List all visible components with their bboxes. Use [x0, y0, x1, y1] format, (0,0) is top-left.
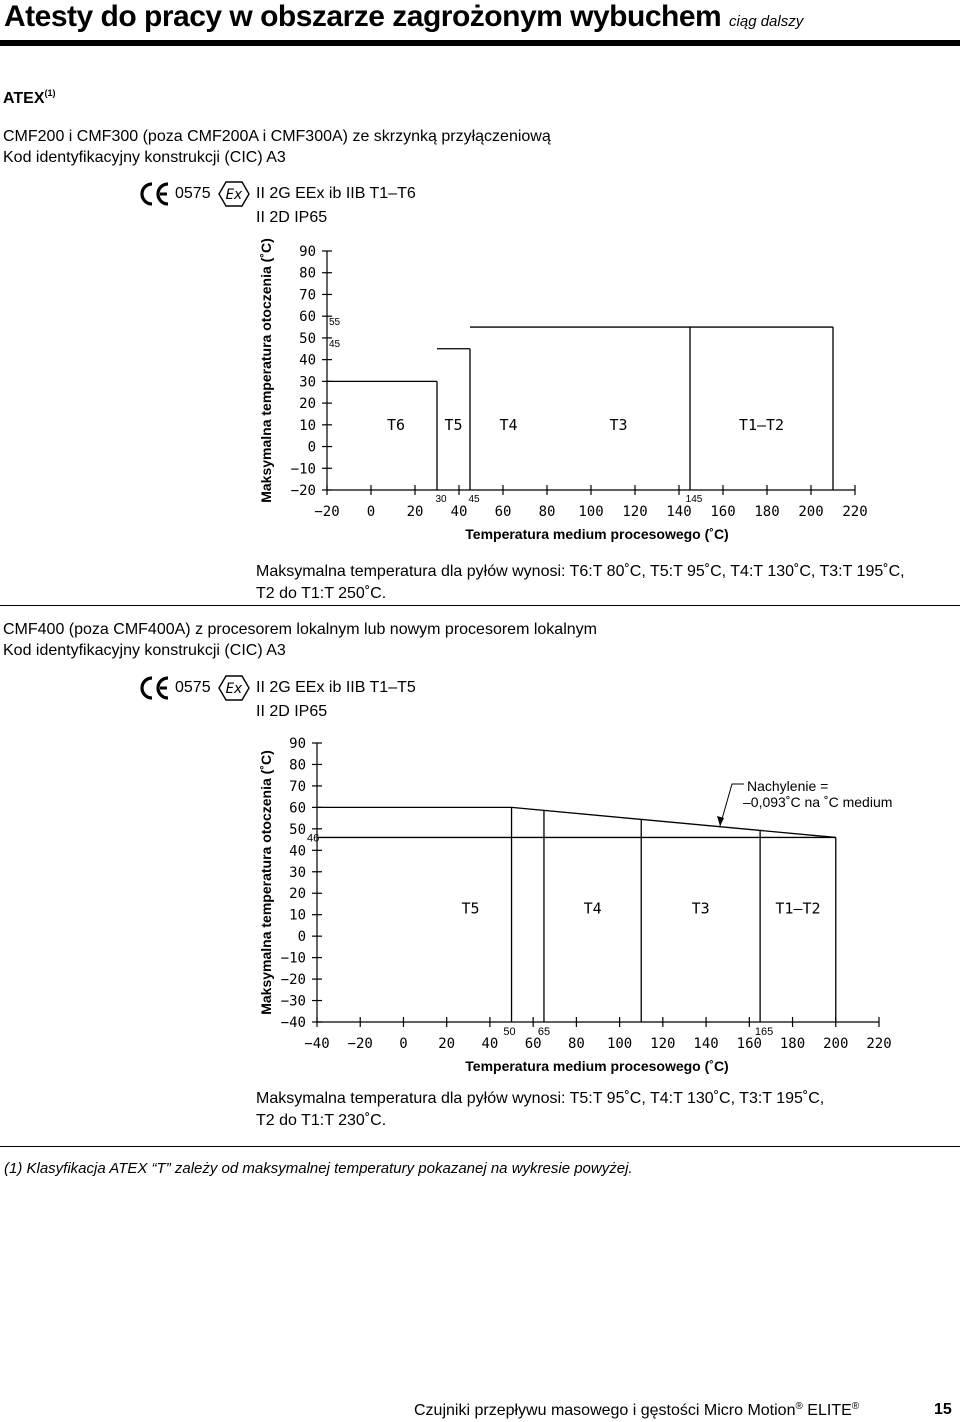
y-tick-label: 70 [299, 287, 316, 304]
section2-marking-gas: II 2G EEx ib IIB T1–T5 [256, 679, 416, 696]
temperature-class-label: T5 [461, 899, 480, 918]
limit-line-segment [512, 807, 836, 837]
x-tick-label: −20 [347, 1036, 373, 1052]
x-axis-title: Temperatura medium procesowego (˚C) [465, 526, 729, 542]
ex-hexagon-icon [217, 180, 251, 208]
x-tick-label: 0 [366, 504, 376, 520]
title-rule [0, 40, 960, 46]
ex-hexagon-label: Ex [225, 681, 243, 697]
footer-brand: ELITE [802, 1402, 852, 1419]
ex-hexagon-icon [217, 674, 251, 702]
boundary-x-label: 145 [685, 494, 703, 505]
x-tick-label: −40 [304, 1036, 330, 1052]
y-tick-label: 80 [299, 265, 316, 282]
chart-2 [250, 728, 930, 1080]
temperature-class-label: T3 [609, 415, 628, 434]
atex-label: ATEX [3, 90, 45, 107]
y-tick-label: 60 [289, 800, 306, 817]
annotation-leader [720, 784, 744, 826]
boundary-x-label: 165 [754, 1026, 774, 1038]
x-tick-label: 180 [754, 504, 780, 520]
x-tick-label: 160 [710, 504, 736, 520]
x-tick-label: 40 [450, 504, 468, 520]
chart-1 [250, 235, 890, 555]
x-tick-label: 180 [779, 1036, 806, 1052]
section1-line2: Kod identyfikacyjny konstrukcji (CIC) A3 [3, 149, 286, 166]
y-tick-label: 0 [297, 929, 306, 946]
y-tick-label: 0 [307, 439, 316, 456]
boundary-x-label: 30 [435, 494, 447, 505]
y-tick-label: −30 [280, 993, 306, 1010]
notified-body-number: 0575 [175, 679, 211, 696]
y-tick-label: −20 [290, 483, 316, 499]
x-tick-label: 220 [866, 1036, 892, 1052]
boundary-y-label: 55 [329, 317, 341, 329]
y-tick-label: 10 [289, 907, 306, 924]
y-tick-label: 10 [299, 417, 316, 434]
x-tick-label: 80 [567, 1036, 585, 1052]
y-tick-label: 20 [289, 886, 306, 903]
y-tick-label: 90 [299, 244, 316, 260]
x-tick-label: 140 [666, 504, 692, 520]
temperature-class-label: T4 [499, 415, 518, 434]
y-tick-label: 80 [289, 757, 306, 774]
x-tick-label: 200 [798, 504, 824, 520]
section2-line2: Kod identyfikacyjny konstrukcji (CIC) A3 [3, 642, 286, 659]
temperature-class-label: T1–T2 [775, 899, 821, 918]
notified-body-number: 0575 [175, 185, 211, 202]
y-axis-title: Maksymalna temperatura otoczenia (˚C) [258, 238, 274, 503]
y-axis-title: Maksymalna temperatura otoczenia (˚C) [258, 750, 274, 1015]
x-tick-label: 120 [622, 504, 648, 520]
temperature-class-label: T1–T2 [738, 415, 785, 434]
slope-annotation-line1: Nachylenie = [747, 778, 829, 794]
y-tick-label: 30 [289, 864, 306, 881]
y-tick-label: 50 [289, 821, 306, 838]
x-tick-label: 40 [481, 1036, 499, 1052]
atex-heading [3, 88, 55, 108]
section2-dust-line2: T2 do T1:T 230˚C. [256, 1112, 387, 1129]
footnote: (1) Klasyfikacja ATEX “T” zależy od maksymalnej temperatury pokazanej na wykresie powyżej. [4, 1160, 633, 1177]
registered-mark: ® [795, 1401, 803, 1412]
x-tick-label: 220 [842, 504, 868, 520]
temperature-class-label: T3 [691, 899, 710, 918]
y-tick-label: −20 [280, 972, 306, 989]
y-tick-label: −10 [280, 950, 306, 967]
atex-footnote-ref: (1) [44, 88, 56, 98]
x-tick-label: 160 [736, 1036, 762, 1052]
y-tick-label: 70 [289, 778, 306, 795]
section2-line1: CMF400 (poza CMF400A) z procesorem lokalnym lub nowym procesorem lokalnym [3, 621, 597, 638]
title-text: Atesty do pracy w obszarze zagrożonym wybuchem [4, 0, 722, 33]
y-tick-label: −40 [280, 1015, 306, 1031]
temperature-class-label: T6 [386, 415, 406, 434]
temperature-class-label: T5 [444, 415, 463, 434]
y-tick-label: 40 [299, 352, 316, 369]
section-divider [0, 605, 960, 606]
section2-dust-line1: Maksymalna temperatura dla pyłów wynosi: T5:T 95˚C, T4:T 130˚C, T3:T 195˚C, [256, 1090, 825, 1107]
y-tick-label: 20 [299, 396, 316, 413]
y-tick-label: 30 [299, 374, 316, 391]
x-tick-label: 120 [650, 1036, 676, 1052]
section1-line1: CMF200 i CMF300 (poza CMF200A i CMF300A) ze skrzynką przyłączeniową [3, 128, 551, 145]
x-tick-label: 200 [823, 1036, 849, 1052]
registered-mark: ® [851, 1401, 860, 1412]
x-tick-label: 20 [438, 1036, 456, 1052]
page-title [4, 0, 803, 34]
footer-text [414, 1401, 859, 1420]
ce-mark-icon [139, 676, 171, 700]
section1-marking-dust: II 2D IP65 [256, 209, 328, 226]
x-tick-label: 140 [693, 1036, 719, 1052]
y-tick-label: 40 [289, 843, 306, 860]
title-continued: ciąg dalszy [729, 13, 804, 30]
boundary-y-label: 46 [307, 832, 320, 845]
y-tick-label: −10 [290, 461, 316, 478]
page-number: 15 [934, 1401, 952, 1418]
ex-hexagon-label: Ex [225, 187, 243, 203]
x-tick-label: 60 [494, 504, 512, 520]
slope-annotation-line2: –0,093˚C na ˚C medium [743, 794, 893, 810]
annotation-arrowhead [717, 816, 724, 826]
section2-marking-dust: II 2D IP65 [256, 703, 328, 720]
section1-dust-line2: T2 do T1:T 250˚C. [256, 585, 387, 602]
boundary-y-label: 45 [329, 338, 341, 350]
x-tick-label: 60 [524, 1036, 542, 1052]
x-axis-title: Temperatura medium procesowego (˚C) [465, 1058, 729, 1074]
boundary-x-label: 50 [503, 1026, 516, 1038]
boundary-x-label: 65 [537, 1026, 551, 1038]
section1-marking-gas: II 2G EEx ib IIB T1–T6 [256, 185, 416, 202]
ce-mark-icon [139, 182, 171, 206]
footnote-divider [0, 1146, 960, 1147]
x-tick-label: 80 [538, 504, 556, 520]
y-tick-label: 90 [289, 736, 306, 752]
section1-dust-line1: Maksymalna temperatura dla pyłów wynosi: T6:T 80˚C, T5:T 95˚C, T4:T 130˚C, T3:T 195˚C, [256, 563, 905, 580]
y-tick-label: 60 [299, 309, 316, 326]
x-tick-label: 20 [406, 504, 424, 520]
y-tick-label: 50 [299, 330, 316, 347]
x-tick-label: 0 [399, 1036, 408, 1052]
x-tick-label: 100 [606, 1036, 633, 1052]
x-tick-label: −20 [314, 504, 340, 520]
temperature-class-label: T4 [583, 899, 602, 918]
x-tick-label: 100 [578, 504, 604, 520]
boundary-x-label: 45 [468, 494, 480, 505]
footer-product: Czujniki przepływu masowego i gęstości Micro Motion [414, 1402, 796, 1419]
